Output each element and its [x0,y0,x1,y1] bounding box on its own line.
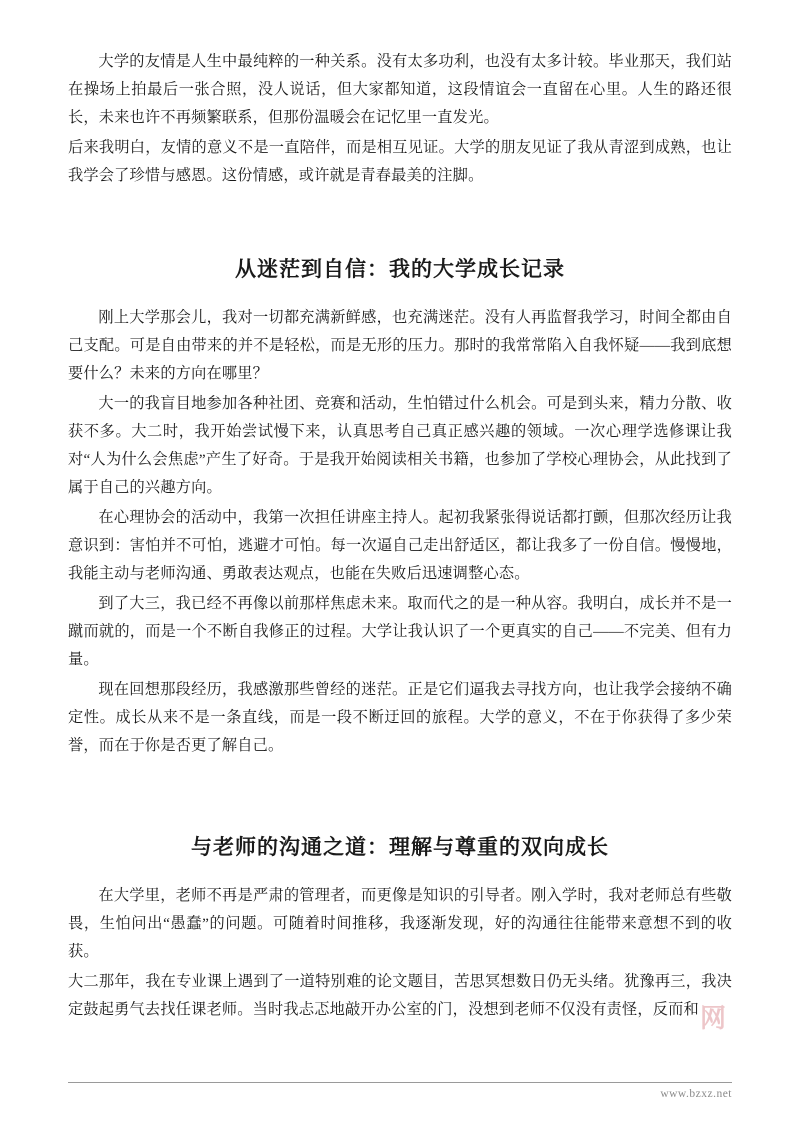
paragraph: 现在回想那段经历，我感激那些曾经的迷茫。正是它们逼我去寻找方向，也让我学会接纳不确定性。成长从来不是一条直线，而是一段不断迂回的旅程。大学的意义，不在于你获得了多少荣誉，而在于你是否更了解自己。 [68,681,732,754]
section-spacer [68,192,732,254]
paragraph: 在大学里，老师不再是严肃的管理者，而更像是知识的引导者。刚入学时，我对老师总有些敬畏，生怕问出“愚蠢”的问题。可随着时间推移，我逐渐发现，好的沟通往往能带来意想不到的收获。 [68,887,732,960]
footer-divider [68,1082,732,1083]
paragraph: 大学的友情是人生中最纯粹的一种关系。没有太多功利，也没有太多计较。毕业那天，我们站在操场上拍最后一张合照，没人说话，但大家都知道，这段情谊会一直留在心里。人生的路还很长，未来也许不再频繁联系，但那份温暖会在记忆里一直发光。 [68,53,732,126]
section-intro [68,48,732,190]
heading-spacer [68,862,732,882]
section-heading-teacher: 与老师的沟通之道：理解与尊重的双向成长 [191,835,609,859]
section-heading-growth: 从迷茫到自信：我的大学成长记录 [235,257,565,281]
paragraph: 大二那年，我在专业课上遇到了一道特别难的论文题目，苦思冥想数日仍无头绪。犹豫再三，我决定鼓起勇气去找任课老师。当时我忐忑地敲开办公室的门，没想到老师不仅没有责怪，反而和 [68,973,732,1018]
heading-spacer [68,284,732,304]
paragraph: 大一的我盲目地参加各种社团、竞赛和活动，生怕错过什么机会。可是到头来，精力分散、收获不多。大二时，我开始尝试慢下来，认真思考自己真正感兴趣的领域。一次心理学选修课让我对“人为什么会焦虑”产生了好奇。于是我开始阅读相关书籍，也参加了学校心理协会，从此找到了属于自己的兴趣方向。 [68,395,732,496]
paragraph: 刚上大学那会儿，我对一切都充满新鲜感，也充满迷茫。没有人再监督我学习，时间全都由自己支配。可是自由带来的并不是轻松，而是无形的压力。那时的我常常陷入自我怀疑——我到底想要什么？未来的方向在哪里？ [68,309,732,382]
footer-site-url: www.bzxz.net [660,1088,732,1100]
paragraph: 在心理协会的活动中，我第一次担任讲座主持人。起初我紧张得说话都打颤，但那次经历让我意识到：害怕并不可怕，逃避才可怕。每一次逼自己走出舒适区，都让我多了一份自信。慢慢地，我能主动与老师沟通、勇敢表达观点，也能在失败后迅速调整心态。 [68,509,732,582]
section-spacer [68,762,732,832]
watermark: 网 [700,1003,727,1033]
paragraph: 后来我明白，友情的意义不是一直陪伴，而是相互见证。大学的朋友见证了我从青涩到成熟，也让我学会了珍惜与感恩。这份情感，或许就是青春最美的注脚。 [68,139,732,184]
paragraph: 到了大三，我已经不再像以前那样焦虑未来。取而代之的是一种从容。我明白，成长并不是一蹴而就的，而是一个不断自我修正的过程。大学让我认识了一个更真实的自己——不完美、但有力量。 [68,595,732,668]
document-body [68,48,732,1026]
section-teacher [68,832,732,1024]
section-growth [68,254,732,760]
